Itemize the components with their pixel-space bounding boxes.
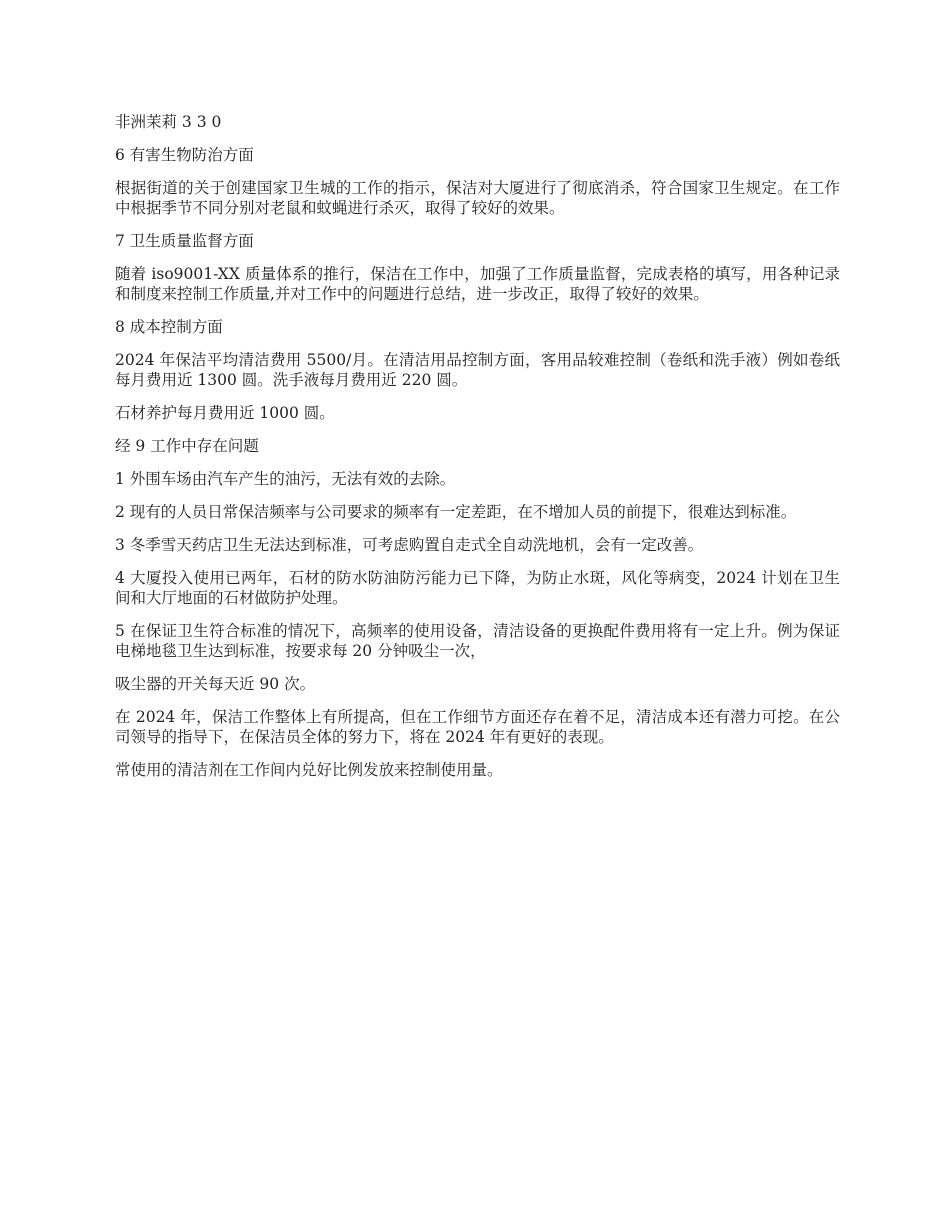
heading-quality-supervision: 7 卫生质量监督方面 <box>115 232 254 250</box>
paragraph-cost-control: 2024 年保洁平均清洁费用 5500/月。在清洁用品控制方面，客用品较难控制（卷纸和洗手液）例如卷纸每月费用近 1300 圆。洗手液每月费用近 220 圆。 <box>115 351 840 389</box>
heading-cost-control: 8 成本控制方面 <box>115 318 223 336</box>
paragraph-quality-supervision: 随着 iso9001-XX 质量体系的推行，保洁在工作中，加强了工作质量监督，完成表格的填写，用各种记录和制度来控制工作质量,并对工作中的问题进行总结，进一步改正，取得了较好的效果。 <box>115 265 840 303</box>
problem-item-5: 5 在保证卫生符合标准的情况下，高频率的使用设备，清洁设备的更换配件费用将有一定上升。例为保证电梯地毯卫生达到标准，按要求每 20 分钟吸尘一次， <box>115 622 840 660</box>
paragraph-plant-count: 非洲茉莉 3 3 0 <box>115 113 222 131</box>
document-body <box>115 112 840 793</box>
problem-item-4: 4 大厦投入使用已两年，石材的防水防油防污能力已下降，为防止水斑，风化等病变，2024 计划在卫生间和大厅地面的石材做防护处理。 <box>115 569 840 607</box>
heading-pest-control: 6 有害生物防治方面 <box>115 146 254 164</box>
problem-item-3: 3 冬季雪天药店卫生无法达到标准，可考虑购置自走式全自动洗地机，会有一定改善。 <box>115 536 704 554</box>
paragraph-stone-maintenance: 石材养护每月费用近 1000 圆。 <box>115 404 335 422</box>
problem-item-2: 2 现有的人员日常保洁频率与公司要求的频率有一定差距，在不增加人员的前提下，很难达到标准。 <box>115 503 797 521</box>
heading-existing-problems: 经 9 工作中存在问题 <box>115 437 259 455</box>
paragraph-detergent-control: 常使用的清洁剂在工作间内兑好比例发放来控制使用量。 <box>115 761 503 779</box>
problem-item-1: 1 外围车场由汽车产生的油污，无法有效的去除。 <box>115 470 456 488</box>
paragraph-summary: 在 2024 年，保洁工作整体上有所提高，但在工作细节方面还存在着不足，清洁成本还有潜力可挖。在公司领导的指导下，在保洁员全体的努力下，将在 2024 年有更好的表现。 <box>115 708 840 746</box>
paragraph-pest-control: 根据街道的关于创建国家卫生城的工作的指示，保洁对大厦进行了彻底消杀，符合国家卫生规定。在工作中根据季节不同分别对老鼠和蚊蝇进行杀灭，取得了较好的效果。 <box>115 179 840 217</box>
paragraph-vacuum-usage: 吸尘器的开关每天近 90 次。 <box>115 675 316 693</box>
